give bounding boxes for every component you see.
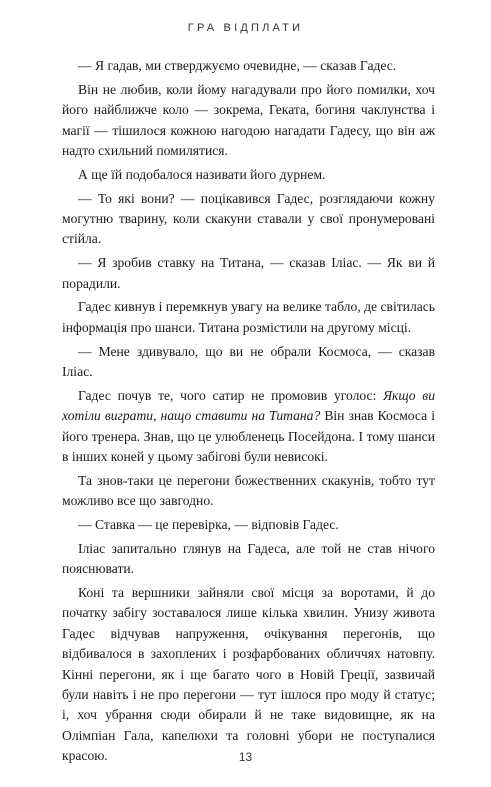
page-number: 13 — [238, 750, 253, 764]
paragraph-2: Він не любив, коли йому нагадували про його помилки, хоч його найближче коло — зокрема, Геката, богиня чаклунства і магії — тішилося кожною нагодою нагадати Гадесу, що він аж надто схильний помилятися. — [62, 81, 435, 159]
paragraph-8-italic: Якщо ви хотіли виграти, нащо ставити на Титана? — [62, 387, 435, 424]
paragraph-10: — Ставка — це перевірка, — відповів Гадес. — [78, 517, 339, 533]
running-header: ГРА ВІДПЛАТИ — [187, 22, 304, 34]
paragraph-3: А ще їй подобалося називати його дурнем. — [78, 166, 326, 182]
paragraph-9: Та знов-таки це перегони божественних скакунів, тобто тут можливо все що завгодно. — [62, 472, 435, 509]
paragraph-8-post: Він знав Космоса і його тренера. Знав, що це улюбленець Посейдона. І тому шанси в інших коней у цьому забігові були невисокі. — [62, 408, 435, 465]
paragraph-1: — Я гадав, ми стверджуємо очевидне, — сказав Гадес. — [78, 58, 397, 73]
paragraph-7: — Мене здивувало, що ви не обрали Космоса, — сказав Іліас. — [62, 343, 435, 380]
paragraph-11: Іліас запитально глянув на Гадеса, але той не став нічого пояснювати. — [62, 540, 435, 577]
paragraph-6: Гадес кивнув і перемкнув увагу на велике табло, де світилась інформація про шанси. Титана розмістили на другому місці. — [62, 299, 435, 335]
paragraph-4: — То які вони? — поцікавився Гадес, розглядаючи кожну могутню тварину, коли скакуни ставали у свої пронумеровані стійла. — [62, 190, 435, 247]
paragraph-8-pre: Гадес почув те, чого сатир не промовив уголос: — [78, 387, 384, 403]
body-text — [62, 56, 435, 770]
paragraph-5: — Я зробив ставку на Титана, — сказав Іліас. — Як ви й порадили. — [62, 255, 435, 291]
paragraph-12: Коні та вершники зайняли свої місця за воротами, й до початку забігу зоставалося лише кілька хвилин. Унизу живота Гадес відчував напруження, очікування перегонів, що відбивалося в захоплених і розфарбованих обличчях натовпу. Кінні перегони, як і ще багато чого в Новій Греції, зазвичай були навіть і не про перегони — тут ішлося про моду й статус; і, хоч убрання сюди обирали й не таке видовищне, як на Олімпіан Гала, капелюхи та головні убори не поступалися красою. — [62, 585, 435, 764]
paragraph-8 — [62, 386, 435, 468]
